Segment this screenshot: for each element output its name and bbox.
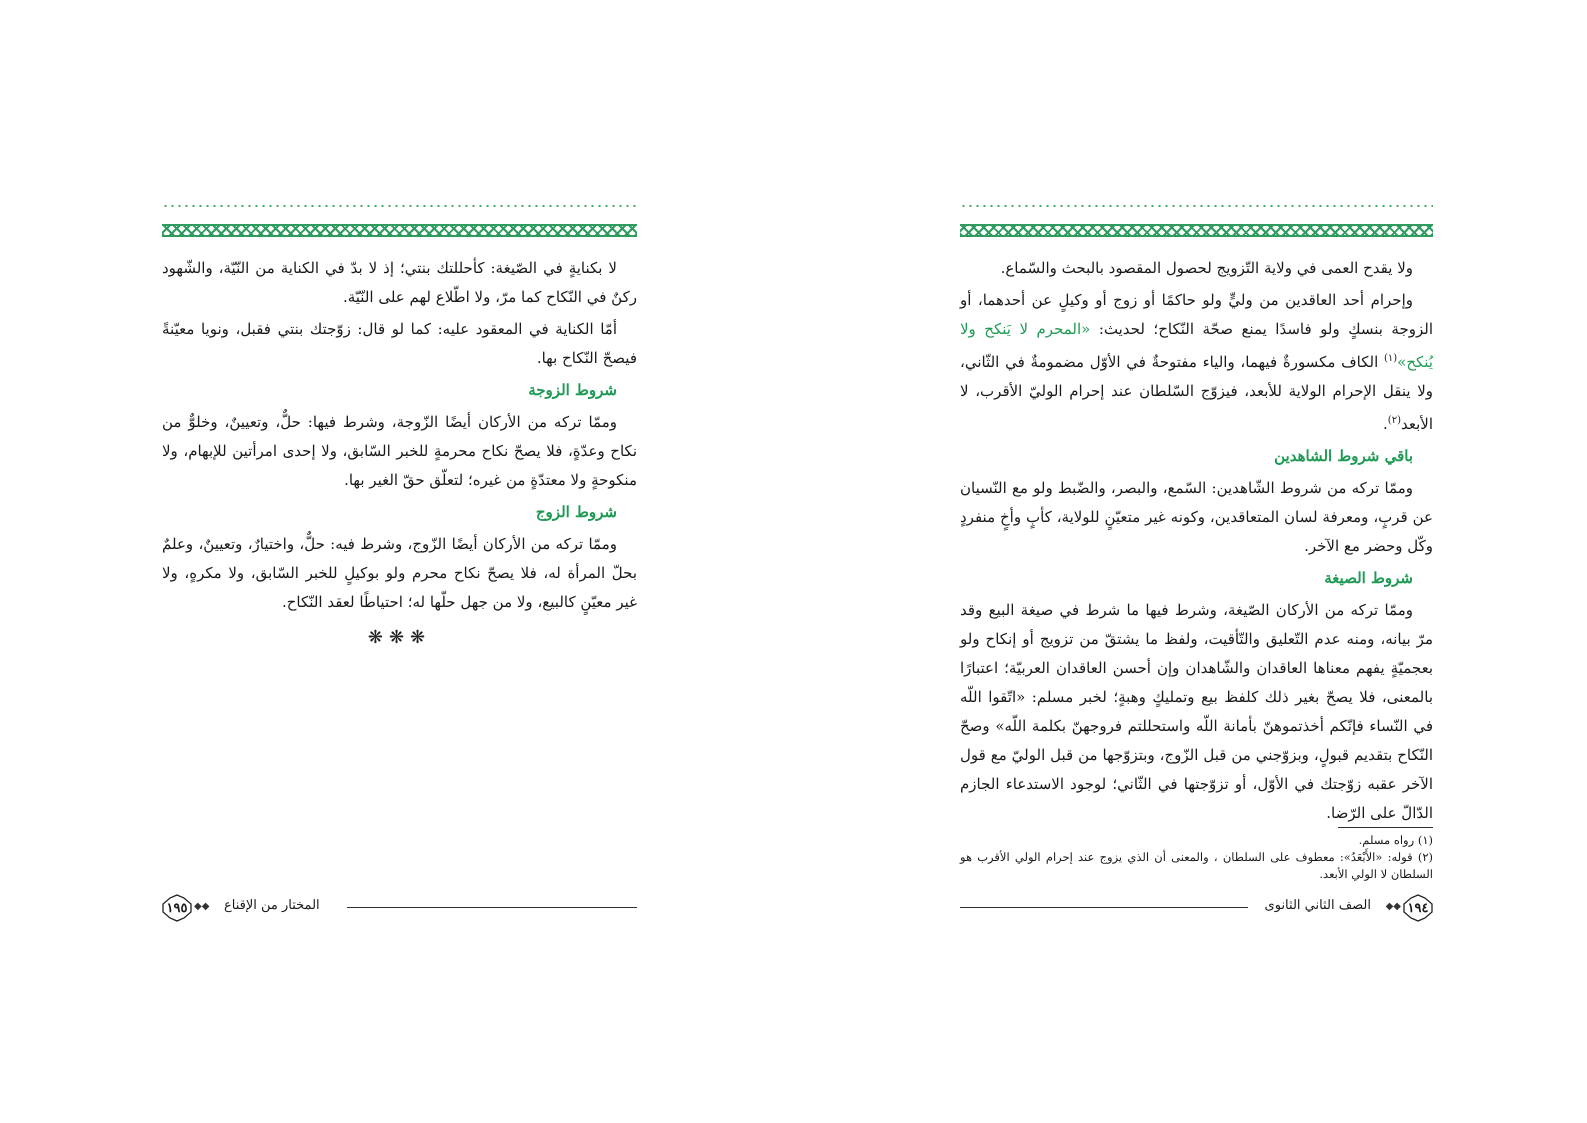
dotted-rule: [960, 205, 1433, 207]
decorative-band: [162, 224, 637, 237]
page-number: ١٩٤: [1407, 900, 1429, 916]
section-heading: باقي شروط الشاهدين: [1274, 447, 1413, 465]
page-body: [960, 254, 1433, 831]
page-number-badge: [1403, 894, 1433, 922]
footer-ornament-icon: ◆◆: [194, 901, 210, 912]
paragraph-text: الكاف مكسورةٌ فيهما، والياء مفتوحةٌ في الأوّل مضمومةٌ في الثّاني، ولا ينقل الإحرام الولاية للأبعد، فيزوّج السّلطان عند إحرام الوليّ الأقرب، لا الأبعد: [960, 353, 1433, 433]
paragraph: ولا يقدح العمى في ولاية التّزويج لحصول المقصود بالبحث والسّماع.: [1000, 259, 1413, 277]
paragraph-with-quote: وإحرام أحد العاقدين من وليٍّ ولو حاكمًا أو زوج أو وكيلٍ عن أحدهما، أو الزوجة بنسكٍ ولو فاسدًا يمنع صحّة النّكاح؛ لحديث: «المحرم لا يَنكح ولا يُنكح»$^{(١)}$ الكاف مكسورةٌ فيهما، والياء مفتوحةٌ في الأوّل مضمومةٌ في الثّاني، ولا ينقل الإحرام الولاية للأبعد، فيزوّج السّلطان عند إحرام الوليّ الأقرب، لا الأبعد$^{(٢)}$.: [960, 291, 1433, 433]
footer-ornament-icon: ◆◆: [1385, 901, 1401, 912]
paragraph: وممّا تركه من الأركان أيضًا الزّوجة، وشرط فيها: حلٌّ، وتعيينٌ، وخلوٌّ من نكاح وعدّةٍ، فلا يصحّ نكاح محرمةٍ للخبر السّابق، ولا إحدى امرأتين للإبهام، ولا منكوحةٍ ولا معتدّةٍ من غيره؛ لتعلّق حقّ الغير بها.: [162, 413, 637, 489]
page-number: ١٩٥: [166, 900, 188, 916]
page-number-badge: [162, 894, 192, 922]
footnote: (٢) قوله: «الأَبْعَدُ»: معطوف على السلطان ، والمعنى أن الذي يزوج عند إحرام الولي الأقرب هو السلطان لا الولي الأبعد.: [960, 850, 1433, 881]
decorative-band: [960, 224, 1433, 237]
page-footer: [960, 894, 1433, 922]
section-end-ornament: ❋❋❋: [367, 627, 432, 648]
footnotes: [960, 832, 1433, 883]
dotted-rule: [162, 205, 637, 207]
footer-rule: [960, 907, 1248, 908]
paragraph: لا بكنايةٍ في الصّيغة: كأحللتك بنتي؛ إذ لا بدّ في الكناية من النّيّة، والشّهود ركنٌ في النّكاح كما مرّ، ولا اطّلاع لهم على النّيّة.: [162, 259, 637, 306]
footnote-ref: (١): [1383, 353, 1398, 364]
footnote: (١) رواه مسلم.: [1358, 833, 1433, 847]
footer-rule: [347, 907, 637, 908]
section-heading: شروط الزوجة: [528, 381, 617, 399]
paragraph: وممّا تركه من شروط الشّاهدين: السّمع، والبصر، والضّبط ولو مع النّسيان عن قربٍ، ومعرفة لسان المتعاقدين، وكونه غير متعيّنٍ للولاية، كأبٍ وأخٍ منفردٍ وكّل وحضر مع الآخر.: [960, 479, 1433, 555]
hadith-quote: «المحرم لا يَنكح ولا يُنكح»: [960, 320, 1433, 371]
paragraph: أمّا الكناية في المعقود عليه: كما لو قال: زوّجتك بنتي فقبل، ونويا معيّنةً فيصحّ النّكاح بها.: [162, 320, 637, 367]
page-footer: [162, 894, 637, 922]
footer-title: المختار من الإقناع: [224, 898, 320, 913]
paragraph: وممّا تركه من الأركان الصّيغة، وشرط فيها ما شرط في صيغة البيع وقد مرّ بيانه، ومنه عدم التّعليق والتّأقيت، ولفظ ما يشتقّ من تزويج أو إنكاح ولو بعجميّةٍ يفهم معناها العاقدان والشّاهدان وإن أحسن العاقدان العربيّة؛ اعتبارًا بالمعنى، فلا يصحّ بغير ذلك كلفظ بيع وتمليكٍ وهبةٍ؛ لخبر مسلم: «اتّقوا اللّه في النّساء فإنّكم أخذتموهنّ بأمانة اللّه واستحللتم فروجهنّ بكلمة اللّه» وصحّ النّكاح بتقديم قبولٍ، وبزوّجني من قبل الزّوج، وبتزوّجها من قبل الوليّ مع قول الآخر عقبه زوّجتك في الأوّل، أو تزوّجتها في الثّاني؛ لوجود الاستدعاء الجازم الدّالّ على الرّضا.: [960, 601, 1433, 822]
footnote-rule: [1338, 827, 1433, 828]
footnote-ref: (٢): [1387, 415, 1401, 426]
section-heading: شروط الزوج: [535, 503, 617, 521]
footer-title: الصف الثاني الثانوى: [1264, 898, 1371, 913]
paragraph-text: وإحرام أحد العاقدين من وليٍّ ولو حاكمًا أو زوج أو وكيلٍ عن أحدهما، أو الزوجة بنسكٍ ولو فاسدًا يمنع صحّة النّكاح؛ لحديث:: [960, 291, 1433, 338]
paragraph: وممّا تركه من الأركان أيضًا الزّوج، وشرط فيه: حلٌّ، واختيارٌ، وتعيينٌ، وعلمٌ بحلّ المرأة له، فلا يصحّ نكاح محرم ولو بوكيلٍ للخبر السّابق، ولا مكرهٍ، ولا غير معيّنٍ كالبيع، ولا من جهل حلّها له؛ احتياطًا لعقد النّكاح.: [162, 535, 637, 611]
page-body: [162, 254, 637, 652]
section-heading: شروط الصيغة: [1324, 569, 1413, 587]
